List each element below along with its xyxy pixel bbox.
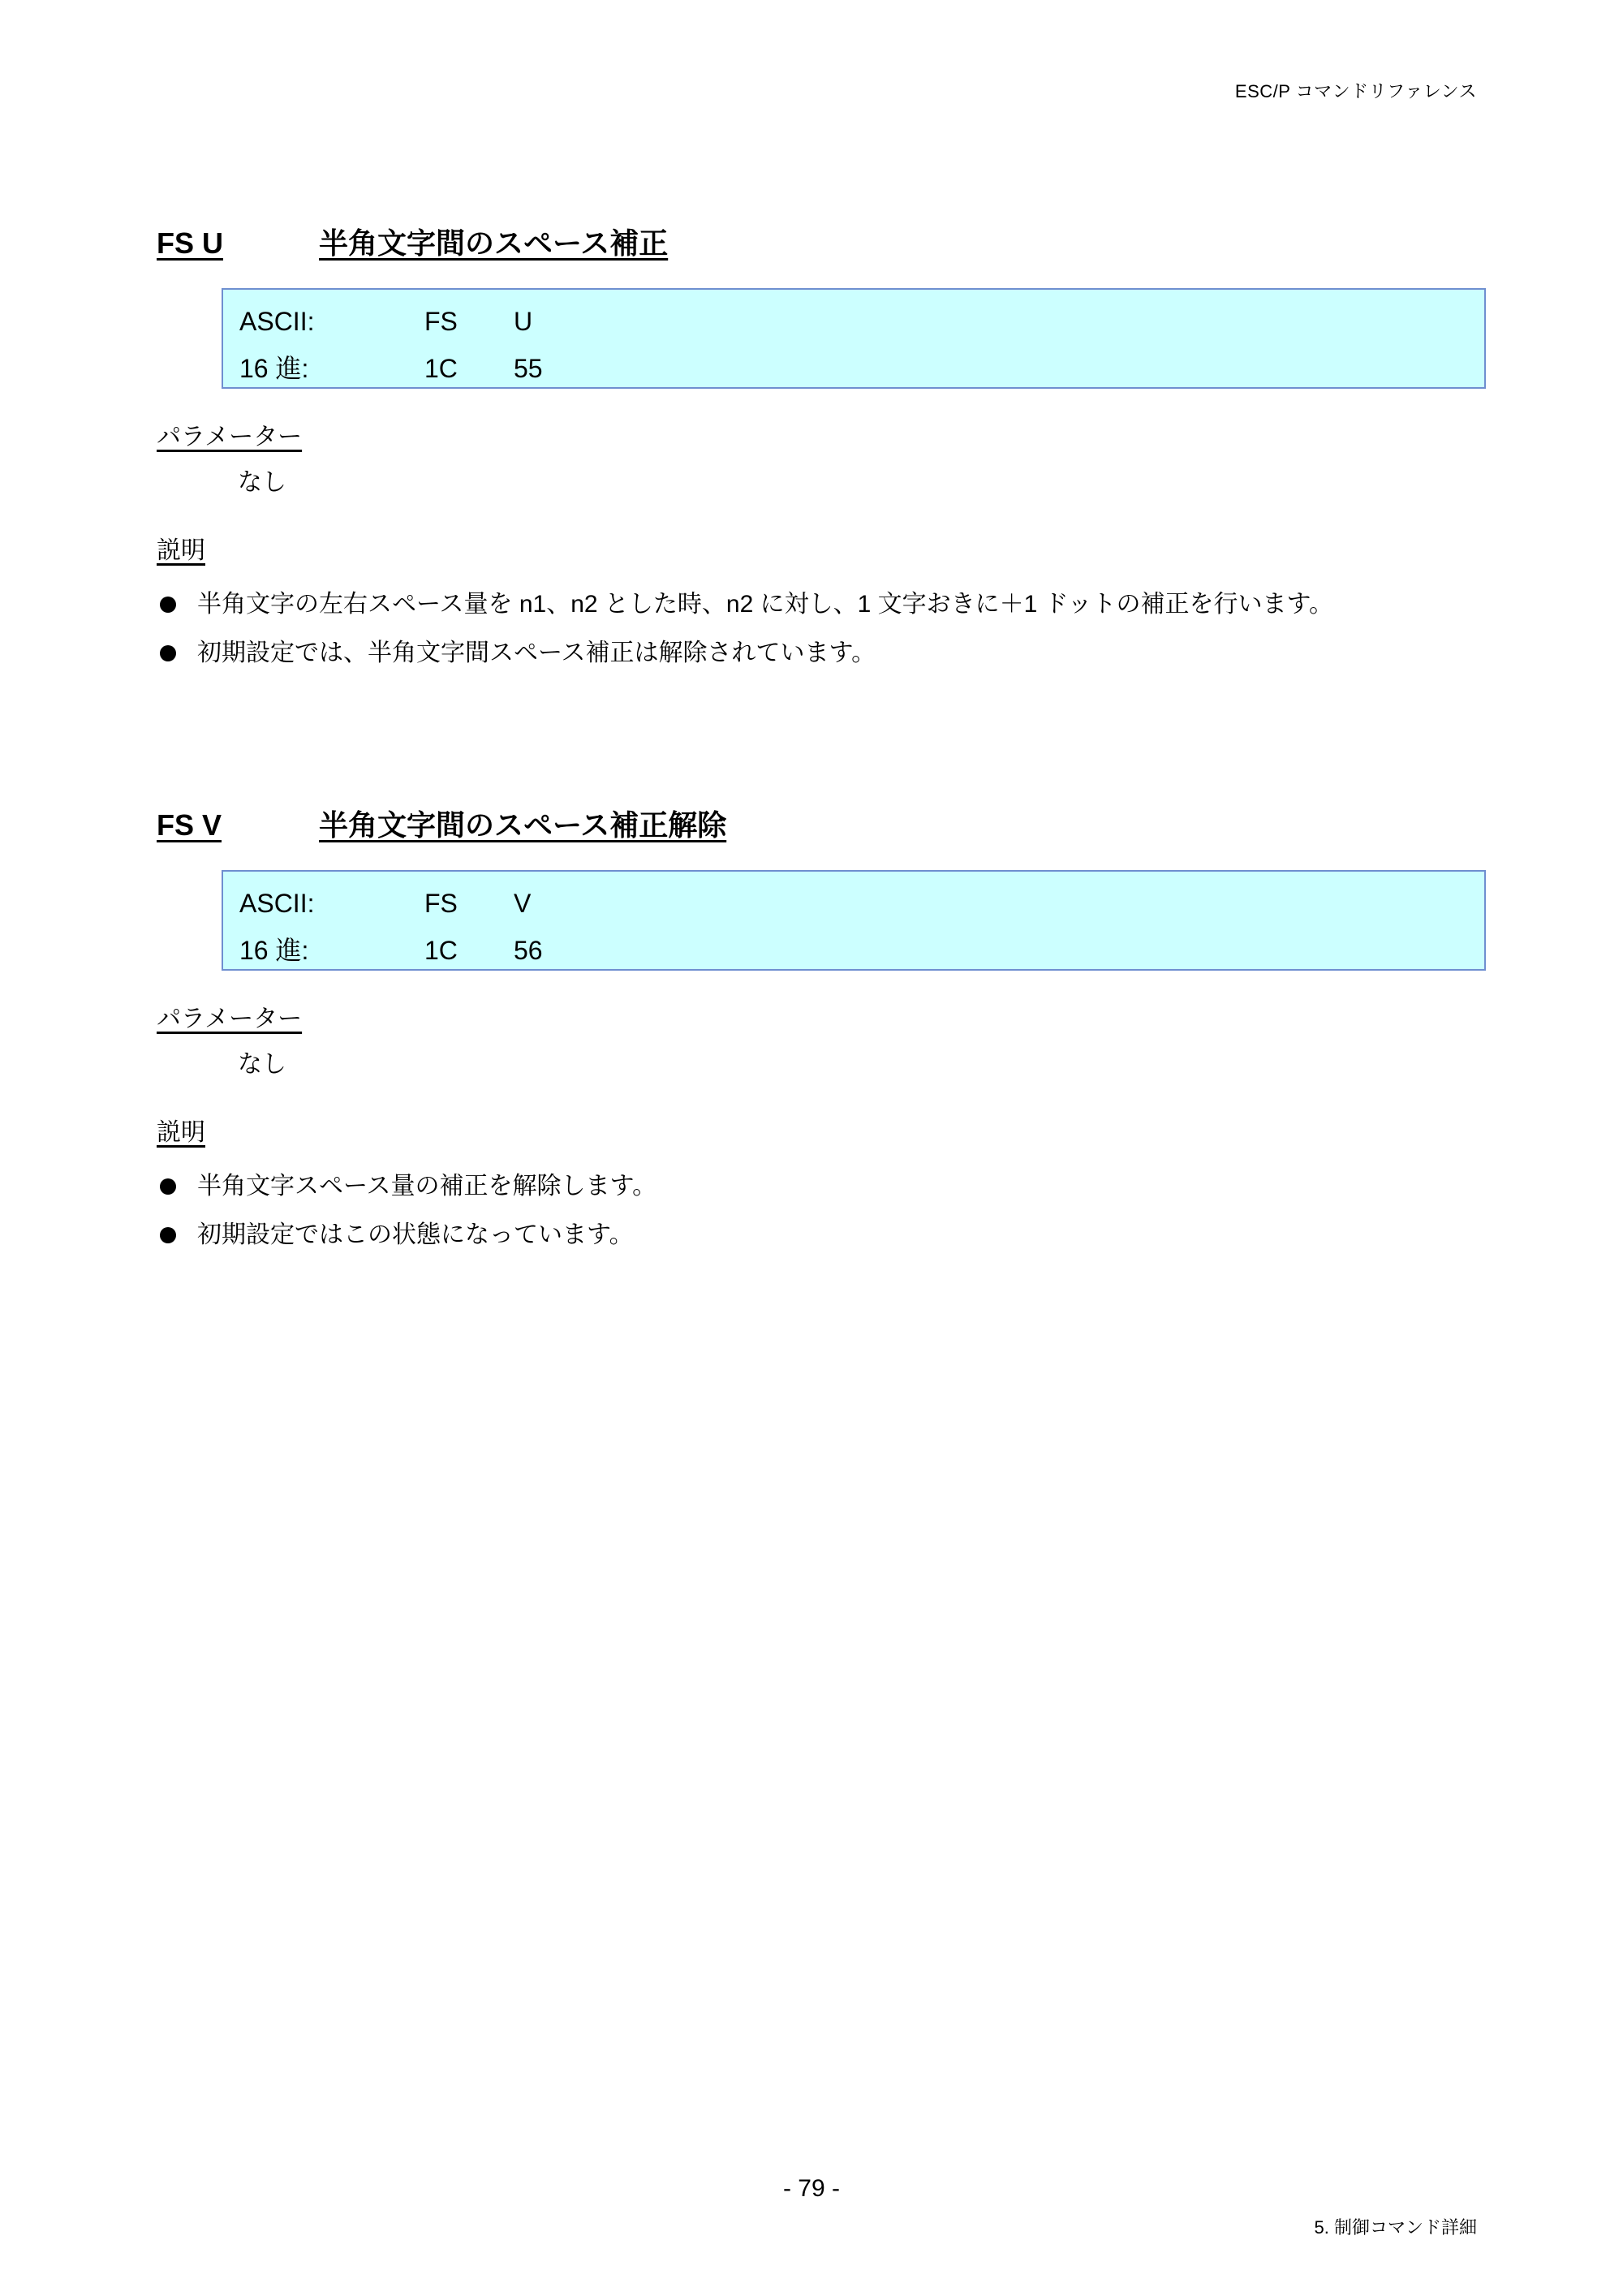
parameter-heading: パラメーター (157, 424, 303, 450)
description-list (157, 580, 1496, 678)
chapter-footer: 5. 制御コマンド詳細 (1314, 2217, 1477, 2238)
command-section-fs-v (157, 805, 1496, 1260)
bullet-icon (160, 1178, 176, 1195)
ascii-row (239, 880, 1484, 927)
description-list (157, 1162, 1496, 1260)
running-header: ESC/P コマンドリファレンス (1234, 81, 1477, 101)
ascii-value-1: FS (424, 307, 458, 336)
hex-value-1: 1C (424, 354, 458, 383)
code-box (222, 870, 1486, 971)
code-box (222, 288, 1486, 389)
command-heading (157, 805, 1496, 846)
list-item (157, 580, 1496, 629)
list-item-text: 半角文字スペース量の補正を解除します。 (197, 1173, 657, 1200)
bullet-icon (160, 597, 176, 613)
hex-row (239, 345, 1484, 392)
ascii-value-1: FS (424, 889, 458, 918)
command-heading (157, 223, 1496, 264)
bullet-icon (160, 645, 176, 661)
list-item-text: 初期設定では、半角文字間スペース補正は解除されています。 (197, 640, 876, 666)
ascii-label: ASCII: (239, 307, 315, 336)
list-item (157, 1162, 1496, 1211)
hex-value-2: 55 (514, 354, 543, 383)
page-number: - 79 - (782, 2175, 841, 2202)
hex-row (239, 927, 1484, 974)
parameter-value: なし (238, 469, 286, 496)
ascii-value-2: U (514, 307, 533, 336)
hex-label: 16 進: (239, 354, 309, 383)
parameter-value: なし (238, 1051, 286, 1078)
command-name: FS V (157, 808, 222, 842)
parameter-heading: パラメーター (157, 1006, 303, 1032)
ascii-label: ASCII: (239, 889, 315, 918)
command-title: 半角文字間のスペース補正 (319, 226, 669, 260)
command-name: FS U (157, 226, 224, 260)
hex-label: 16 進: (239, 936, 309, 965)
list-item-text: 初期設定ではこの状態になっています。 (197, 1221, 634, 1248)
list-item-text: 半角文字の左右スペース量を n1、n2 とした時、n2 に対し、1 文字おきに＋1 ドットの補正を行います。 (197, 591, 1334, 618)
list-item (157, 1211, 1496, 1260)
description-heading: 説明 (157, 537, 205, 564)
bullet-icon (160, 1227, 176, 1243)
command-section-fs-u (157, 223, 1496, 678)
hex-value-2: 56 (514, 936, 543, 965)
command-title: 半角文字間のスペース補正解除 (319, 808, 727, 842)
description-heading: 説明 (157, 1119, 205, 1146)
hex-value-1: 1C (424, 936, 458, 965)
ascii-row (239, 298, 1484, 345)
list-item (157, 629, 1496, 678)
ascii-value-2: V (514, 889, 532, 918)
